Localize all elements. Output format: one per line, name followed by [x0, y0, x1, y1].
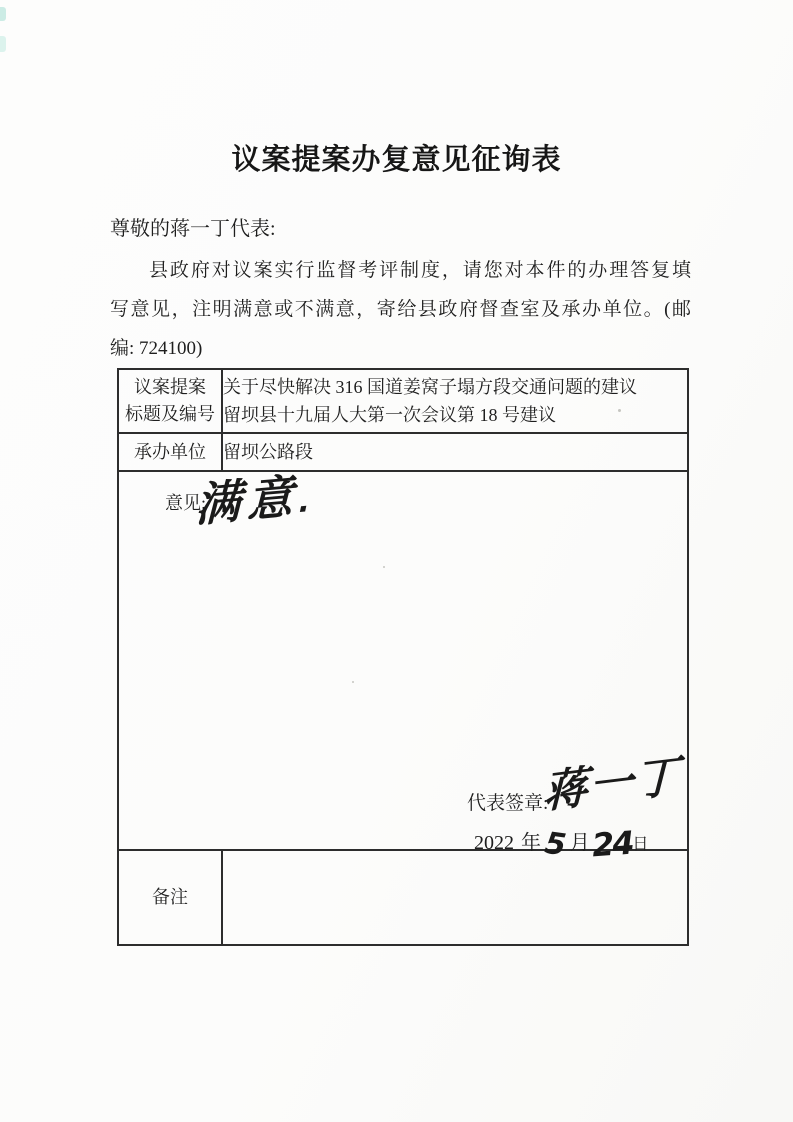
paragraph-line: 写意见，注明满意或不满意，寄给县政府督查室及承办单位。(邮 [110, 299, 691, 320]
paragraph-line: 编: 724100) [110, 338, 203, 359]
remarks-label-cell: 备注 [118, 850, 222, 945]
greeting-line: 尊敬的蒋一丁代表: [110, 218, 276, 240]
proposal-title-label-cell [118, 369, 222, 433]
remarks-row [118, 850, 688, 945]
date-year-unit: 年 [521, 832, 541, 854]
signature-handwriting: 蒋一丁 [542, 750, 681, 819]
consultation-form-table [117, 368, 689, 946]
date-day-handwriting: 24 [590, 823, 634, 865]
proposal-title-value-line1: 关于尽快解决 316 国道姜窝子塌方段交通问题的建议 [223, 377, 637, 397]
remarks-value-cell [222, 850, 688, 945]
page-title: 议案提案办复意见征询表 [231, 144, 562, 176]
opinion-label: 意见: [165, 493, 207, 513]
proposal-title-value-line2: 留坝县十九届人大第一次会议第 18 号建议 [223, 405, 556, 425]
proposal-title-row [118, 369, 688, 433]
opinion-cell [118, 468, 688, 865]
paragraph-line: 县政府对议案实行监督考评制度，请您对本件的办理答复填 [149, 260, 691, 281]
proposal-title-label-line1: 议案提案 [134, 377, 206, 397]
date-year: 2022 [474, 832, 514, 854]
agency-value-cell: 留坝公路段 [222, 433, 688, 471]
agency-row [118, 433, 688, 471]
signature-date-line [474, 819, 649, 865]
opinion-handwriting [195, 459, 311, 535]
opinion-handwritten-period: . [298, 483, 311, 521]
opinion-handwritten-text: 满意 [194, 468, 300, 533]
signature-label: 代表签章: [467, 793, 549, 814]
scan-artifact-mark [0, 36, 6, 52]
date-month-handwriting: 5 [542, 825, 569, 864]
agency-label-cell: 承办单位 [118, 433, 222, 471]
opinion-row [118, 471, 688, 850]
date-day-unit: 日 [632, 836, 649, 853]
proposal-title-label-line2: 标题及编号 [125, 404, 215, 424]
scan-artifact-mark [0, 7, 6, 21]
body-paragraph [110, 251, 691, 368]
proposal-title-value-cell [222, 369, 688, 433]
date-month-unit: 月 [569, 832, 590, 854]
